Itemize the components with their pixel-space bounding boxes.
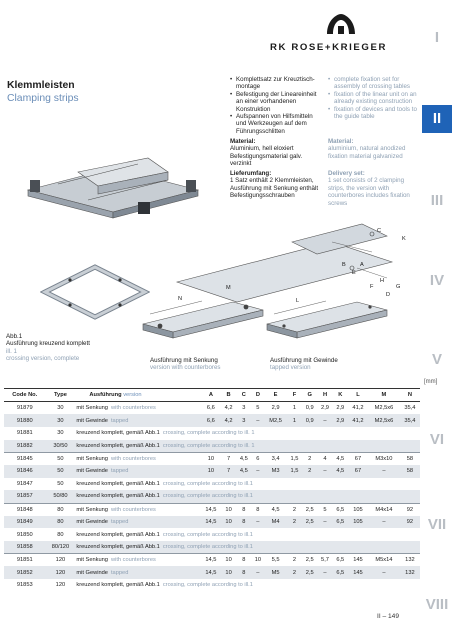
cell-code: 91858	[4, 541, 46, 554]
material-label: Material:	[230, 138, 256, 145]
features-german	[230, 76, 322, 135]
cell-type: 50	[46, 465, 76, 478]
table-row	[4, 402, 420, 415]
cell-n: 92	[400, 503, 420, 516]
cell-d: 10	[251, 554, 264, 567]
cell-version	[75, 414, 200, 427]
cell-b: 10	[221, 566, 236, 579]
cell-d: –	[251, 414, 264, 427]
cell-d: –	[251, 566, 264, 579]
col-header-g: G	[302, 389, 317, 402]
col-header-m: M	[368, 389, 400, 402]
tab-chapter-6[interactable]: VI	[429, 431, 445, 448]
caption-line: Ausführung mit Senkung	[150, 357, 218, 364]
cell-g: 2,5	[302, 516, 317, 529]
delivery-text: 1 Satz enthält 2 Klemmleisten, Ausführung mit Senkung enthält Befestigungsschrauben	[230, 177, 319, 200]
tab-chapter-1[interactable]: I	[434, 29, 440, 46]
cell-l: 41,2	[352, 405, 364, 412]
cell-l: 145	[348, 566, 368, 579]
cell-code: 91845	[4, 452, 46, 465]
cell-version	[75, 566, 200, 579]
cell-l: 41,2	[348, 414, 368, 427]
cell-version-en: tapped	[110, 468, 129, 475]
caption-line: crossing version, complete	[6, 355, 80, 363]
table-row	[4, 490, 420, 503]
cell-e: M2,5	[264, 414, 287, 427]
tab-chapter-8[interactable]: VIII	[425, 596, 449, 613]
brand-name: RK ROSE+KRIEGER	[270, 42, 388, 53]
cell-l: 105	[348, 503, 368, 516]
cell-version-de: kreuzend komplett, gemäß Abb.1	[76, 544, 160, 551]
cell-f: 1	[292, 405, 297, 412]
cell-d: 6	[251, 452, 264, 465]
cell-code: 91850	[16, 531, 33, 538]
counterbore-strip-illustration	[138, 298, 268, 340]
table-row	[4, 516, 420, 529]
caption-line: Ausführung kreuzend komplett	[6, 340, 90, 348]
material-text: aluminium, natural anodized fixation material galvanized	[328, 145, 406, 160]
cell-version	[75, 465, 200, 478]
delivery-text: 1 set consists of 2 clamping strips, the version with counterbores includes fixation screws	[328, 177, 410, 207]
material-english	[328, 138, 420, 160]
dim-label-c: C	[377, 228, 382, 234]
cell-type: 80	[46, 503, 76, 516]
col-header-type: Type	[46, 389, 76, 402]
cell-a: 6,6	[206, 405, 215, 412]
cell-version-de: mit Gewinde	[76, 569, 108, 576]
tab-chapter-5[interactable]: V	[431, 351, 442, 368]
col-header-e: E	[264, 389, 287, 402]
cell-k: 2,9	[336, 405, 345, 412]
delivery-german	[230, 170, 322, 200]
cell-f: 1	[287, 414, 302, 427]
dim-label-d: D	[386, 292, 391, 298]
col-header-version-de: Ausführung	[89, 392, 122, 398]
cell-type: 30	[57, 405, 64, 412]
tab-chapter-7[interactable]: VII	[427, 516, 447, 533]
cell-version-en: crossing, complete according to ill.1	[162, 582, 253, 589]
tab-chapter-3[interactable]: III	[430, 192, 444, 209]
cell-b: 10	[221, 516, 236, 529]
cell-g: 2,5	[302, 566, 317, 579]
cell-code: 91846	[4, 465, 46, 478]
cell-m: M4x14	[368, 503, 400, 516]
cell-e: M5	[264, 566, 287, 579]
dimension-drawing-illustration	[172, 222, 402, 304]
cell-type: 120	[46, 566, 76, 579]
cell-g: 0,9	[302, 414, 317, 427]
tab-chapter-4[interactable]: IV	[429, 272, 445, 289]
col-header-d: D	[251, 389, 264, 402]
cell-l: 67	[348, 465, 368, 478]
cell-version	[75, 579, 420, 592]
cell-code: 91849	[4, 516, 46, 529]
cell-code: 91847	[16, 480, 33, 487]
cell-version-en: tapped	[110, 569, 129, 576]
cell-b: 10	[221, 503, 236, 516]
col-header-h: H	[317, 389, 332, 402]
cell-c: 8	[236, 503, 251, 516]
col-header-n: N	[400, 389, 420, 402]
cell-m: M5x14	[368, 554, 400, 567]
cell-f: 2	[287, 554, 302, 567]
cell-version-de: mit Gewinde	[76, 519, 108, 526]
cell-version	[75, 516, 200, 529]
cell-k: 2,9	[333, 414, 348, 427]
caption-line: Abb.1	[6, 333, 23, 340]
cell-h: 5	[317, 503, 332, 516]
cell-f: 2	[287, 516, 302, 529]
cell-m: –	[368, 516, 400, 529]
cell-version	[75, 440, 420, 453]
cell-type: 80/120	[46, 541, 76, 554]
col-header-b: B	[221, 389, 236, 402]
cell-version-de: kreuzend komplett, gemäß Abb.1	[76, 480, 160, 487]
tapped-strip-illustration	[262, 298, 392, 340]
cell-l: 105	[348, 516, 368, 529]
cell-k: 6,5	[333, 554, 348, 567]
cell-a: 14,5	[201, 516, 221, 529]
cell-version-en: with counterbores	[110, 557, 156, 564]
col-header-f: F	[287, 389, 302, 402]
table-row	[4, 579, 420, 592]
cell-k: 6,5	[333, 516, 348, 529]
cell-h: –	[317, 414, 332, 427]
cell-k: 6,5	[333, 503, 348, 516]
cell-h: 2,9	[321, 405, 329, 412]
cell-n: 35,4	[400, 414, 420, 427]
cell-a: 10	[201, 465, 221, 478]
features-english	[328, 76, 420, 120]
material-text: Aluminium, hell eloxiert Befestigungsmaterial galv. verzinkt	[230, 145, 303, 168]
caption-line: Ausführung mit Gewinde	[270, 357, 338, 364]
cell-b: 7	[221, 465, 236, 478]
cell-version	[75, 503, 200, 516]
cell-e: 3,4	[264, 452, 287, 465]
cell-version-de: mit Senkung	[76, 405, 108, 412]
material-label: Material:	[328, 138, 354, 145]
cell-version-en: tapped	[110, 519, 129, 526]
figure-caption-counterbore	[150, 357, 221, 372]
cell-type: 80	[46, 516, 76, 529]
table-row	[4, 554, 420, 567]
cell-a: 6,6	[201, 414, 221, 427]
dim-label-n: N	[178, 296, 183, 302]
cell-version	[75, 478, 420, 491]
col-header-k: K	[333, 389, 348, 402]
cell-code: 91881	[16, 430, 33, 437]
table-header-row	[4, 389, 420, 402]
cell-d: 5	[256, 405, 260, 412]
cell-version-de: kreuzend komplett, gemäß Abb.1	[76, 531, 160, 538]
cell-d: 8	[251, 503, 264, 516]
delivery-label: Lieferumfang:	[230, 170, 272, 177]
cell-code: 91857	[4, 490, 46, 503]
dim-label-l: L	[296, 298, 300, 304]
cell-version	[75, 402, 200, 415]
delivery-label: Delivery set:	[328, 170, 365, 177]
tab-chapter-2[interactable]: II	[422, 105, 452, 133]
cell-f: 2	[287, 503, 302, 516]
dim-label-k: K	[402, 236, 406, 242]
cell-n: 58	[400, 452, 420, 465]
dim-label-f: F	[370, 284, 374, 290]
cell-g: 2	[302, 465, 317, 478]
cell-a: 14,5	[201, 503, 221, 516]
feature-item: • Aufspannen von Hilfsmitteln und Werkzeugen auf dem Führungsschlitten	[230, 113, 322, 135]
table-row	[4, 414, 420, 427]
table-row	[4, 465, 420, 478]
cell-version-de: mit Senkung	[76, 506, 108, 513]
cell-code: 91882	[4, 440, 46, 453]
cell-version-en: crossing, complete according to ill.1	[162, 544, 253, 551]
feature-item: • Befestigung der Lineareinheit an einer vorhandenen Konstruktion	[230, 91, 322, 113]
cell-type: 80	[57, 531, 64, 538]
dim-label-e: E	[352, 270, 356, 276]
cell-code: 91852	[4, 566, 46, 579]
cell-n: 92	[400, 516, 420, 529]
figure-caption-tapped	[270, 357, 338, 372]
cell-d: –	[251, 465, 264, 478]
cell-type: 30	[57, 430, 64, 437]
cell-version	[75, 541, 420, 554]
col-header-version-en: version	[123, 392, 142, 398]
cell-e: M3	[264, 465, 287, 478]
cell-m: –	[368, 465, 400, 478]
cell-g: 2,5	[302, 554, 317, 567]
cell-h: –	[317, 566, 332, 579]
feature-item: • Komplettsatz zur Kreuztisch-montage	[230, 76, 322, 91]
feature-item: • fixation of the linear unit on an already existing construction	[328, 91, 420, 106]
table-row	[4, 503, 420, 516]
cell-a: 10	[201, 452, 221, 465]
dim-label-b: B	[342, 262, 346, 268]
figure-caption-abb1	[6, 333, 90, 363]
cell-version-de: kreuzend komplett, gemäß Abb.1	[76, 430, 160, 437]
cell-version-de: kreuzend komplett, gemäß Abb.1	[76, 582, 160, 589]
cell-version-en: crossing, complete according to ill. 1	[162, 442, 255, 449]
cell-m: M2,5x6	[374, 405, 394, 412]
caption-line: ill. 1	[6, 347, 18, 355]
table-row	[4, 440, 420, 453]
dim-label-a: A	[360, 262, 364, 268]
col-header-l: L	[348, 389, 368, 402]
cell-version-de: kreuzend komplett, gemäß Abb.1	[76, 442, 160, 449]
cell-k: 4,5	[333, 465, 348, 478]
page-title: Klemmleisten	[7, 80, 75, 91]
cell-version-en: crossing, complete according to ill. 1	[162, 430, 255, 437]
cell-type: 50	[46, 452, 76, 465]
cell-version	[75, 554, 200, 567]
cell-version-en: tapped	[110, 417, 129, 424]
cell-version-en: with counterbores	[110, 506, 156, 513]
caption-line: version with counterbores	[150, 364, 221, 372]
cell-a: 14,5	[201, 566, 221, 579]
cell-n: 132	[400, 554, 420, 567]
material-german	[230, 138, 322, 168]
table-row	[4, 452, 420, 465]
cell-b: 4,2	[224, 405, 233, 412]
cell-k: 6,5	[333, 566, 348, 579]
cell-e: M4	[264, 516, 287, 529]
cell-c: 3	[236, 414, 251, 427]
table-row	[4, 528, 420, 541]
cell-version-en: crossing, complete according to ill.1	[162, 480, 253, 487]
dim-label-h: H	[380, 278, 385, 284]
cell-code: 91853	[16, 582, 33, 589]
cell-type: 30/50	[46, 440, 76, 453]
cell-c: 4,5	[236, 465, 251, 478]
cell-type: 50	[57, 480, 64, 487]
feature-item: • complete fixation set for assembly of crossing tables	[328, 76, 420, 91]
cell-k: 4,5	[333, 452, 348, 465]
cell-g: 2	[302, 452, 317, 465]
cell-version-de: kreuzend komplett, gemäß Abb.1	[76, 493, 160, 500]
cell-type: 50/80	[46, 490, 76, 503]
cell-version-en: with counterbores	[110, 455, 156, 462]
cell-code: 91880	[4, 414, 46, 427]
specification-table	[4, 388, 420, 592]
dim-label-m: M	[226, 285, 231, 291]
dim-label-g: G	[396, 284, 401, 290]
cell-code: 91879	[16, 405, 33, 412]
cell-code: 91851	[4, 554, 46, 567]
cell-version-de: mit Gewinde	[76, 417, 108, 424]
cell-version	[75, 490, 420, 503]
cell-f: 1,5	[287, 465, 302, 478]
cell-c: 3	[242, 405, 246, 412]
cell-version-en: with counterbores	[110, 405, 156, 412]
cell-version	[75, 452, 200, 465]
cell-f: 1,5	[287, 452, 302, 465]
page-title-english: Clamping strips	[7, 93, 79, 104]
crossing-assembly-illustration	[18, 150, 208, 220]
cell-version-de: mit Senkung	[76, 557, 108, 564]
chapter-tabs	[422, 0, 452, 640]
cell-n: 132	[400, 566, 420, 579]
cell-h: 5,7	[317, 554, 332, 567]
cell-n: 58	[400, 465, 420, 478]
table-row	[4, 566, 420, 579]
cell-e: 5,5	[264, 554, 287, 567]
cell-g: 2,5	[302, 503, 317, 516]
col-header-c: C	[236, 389, 251, 402]
caption-line: tapped version	[270, 364, 311, 372]
clamp-frame-illustration	[40, 262, 150, 324]
cell-d: –	[251, 516, 264, 529]
col-header-a: A	[201, 389, 221, 402]
cell-version-en: crossing, complete according to ill.1	[162, 493, 253, 500]
cell-c: 4,5	[236, 452, 251, 465]
table-row	[4, 478, 420, 491]
cell-b: 7	[221, 452, 236, 465]
cell-c: 8	[236, 516, 251, 529]
cell-b: 10	[221, 554, 236, 567]
cell-code: 91848	[4, 503, 46, 516]
cell-m: M3x10	[368, 452, 400, 465]
cell-m: –	[368, 566, 400, 579]
col-header-version	[75, 389, 200, 402]
cell-e: 2,9	[271, 405, 280, 412]
cell-l: 145	[348, 554, 368, 567]
unit-label: [mm]	[424, 379, 438, 385]
cell-c: 8	[236, 566, 251, 579]
cell-type: 120	[55, 582, 66, 589]
cell-b: 4,2	[221, 414, 236, 427]
cell-version-de: mit Senkung	[76, 455, 108, 462]
cell-h: –	[317, 465, 332, 478]
cell-type: 120	[46, 554, 76, 567]
cell-l: 67	[348, 452, 368, 465]
page-number: II – 149	[377, 613, 399, 620]
cell-h: –	[317, 516, 332, 529]
cell-version-de: mit Gewinde	[76, 468, 108, 475]
cell-f: 2	[287, 566, 302, 579]
cell-e: 4,5	[264, 503, 287, 516]
cell-c: 8	[236, 554, 251, 567]
feature-item: • fixation of devices and tools to the guide table	[328, 106, 420, 121]
cell-n: 35,4	[404, 405, 416, 412]
cell-version-en: crossing, complete according to ill.1	[162, 531, 253, 538]
cell-m: M2,5x6	[368, 414, 400, 427]
table-row	[4, 541, 420, 554]
cell-h: 4	[317, 452, 332, 465]
col-header-code: Code No.	[4, 389, 46, 402]
cell-type: 30	[46, 414, 76, 427]
cell-version	[75, 528, 420, 541]
rk-logo-icon	[322, 10, 360, 40]
table-row	[4, 427, 420, 440]
delivery-english	[328, 170, 420, 207]
cell-version	[75, 427, 420, 440]
cell-a: 14,5	[201, 554, 221, 567]
cell-g: 0,9	[305, 405, 314, 412]
